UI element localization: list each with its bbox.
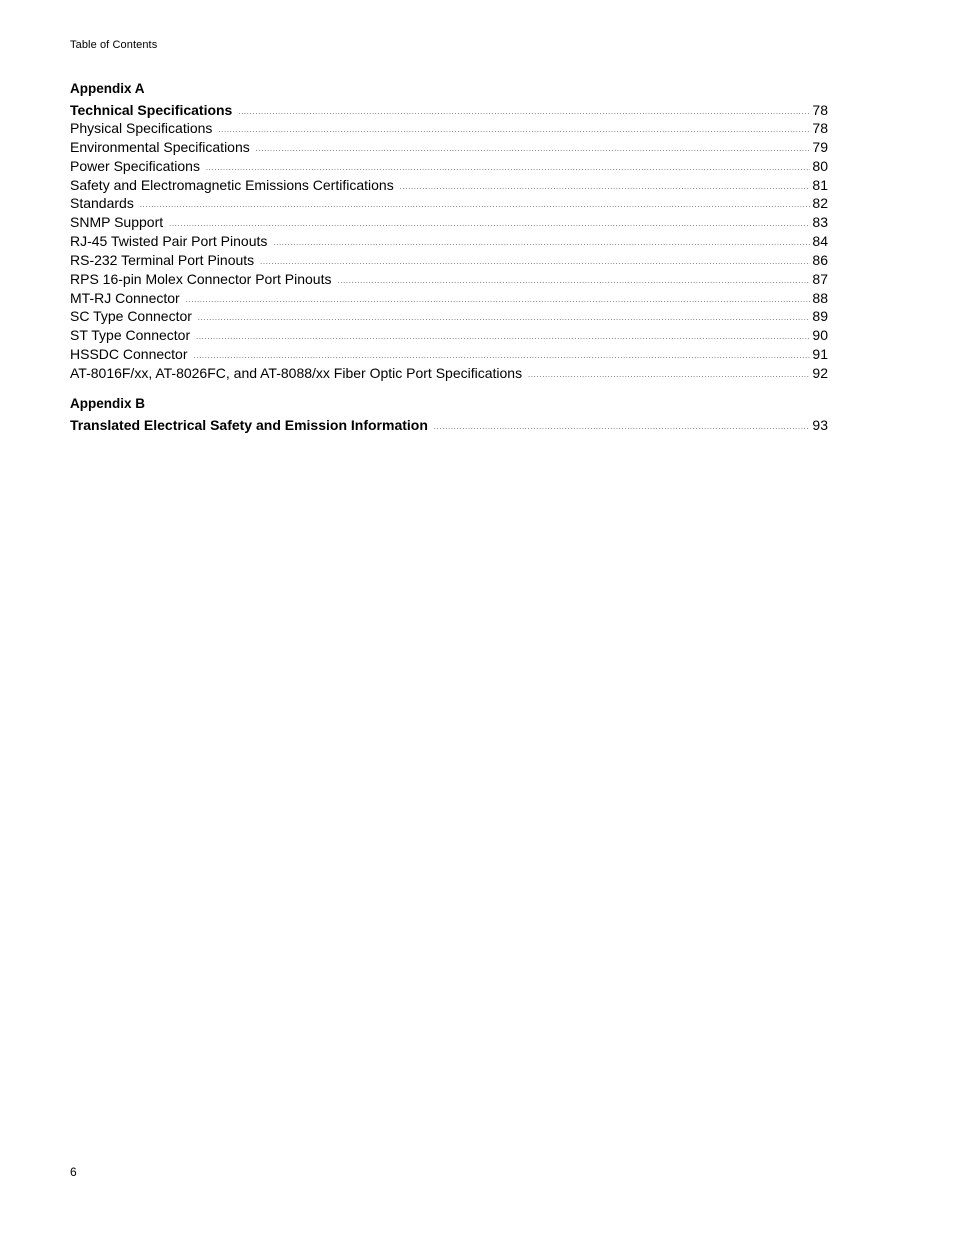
toc-entry-title: Translated Electrical Safety and Emission Information — [70, 417, 428, 433]
toc-entry-link[interactable] — [70, 364, 828, 383]
dot-leader — [196, 333, 810, 343]
dot-leader — [169, 220, 810, 230]
appendix-a-entries — [70, 102, 828, 383]
toc-page-number: 80 — [812, 157, 828, 174]
toc-entry-link[interactable] — [70, 213, 828, 232]
toc-entry-link[interactable] — [70, 157, 828, 176]
toc-entry-title: Power Specifications — [70, 157, 200, 174]
dot-leader — [528, 371, 810, 381]
dot-leader — [194, 352, 811, 362]
toc-entry-link[interactable] — [70, 307, 828, 326]
toc-entry-link[interactable] — [70, 102, 828, 119]
dot-leader — [206, 164, 810, 174]
toc-page-number: 78 — [812, 102, 828, 118]
page-number: 6 — [70, 1165, 77, 1179]
toc-entry-title: Safety and Electromagnetic Emissions Certifications — [70, 176, 394, 193]
dot-leader — [400, 183, 811, 193]
toc-entry-link[interactable] — [70, 345, 828, 364]
toc-entry-title: AT-8016F/xx, AT-8026FC, and AT-8088/xx Fiber Optic Port Specifications — [70, 364, 523, 381]
dot-leader — [198, 314, 811, 324]
toc-entry-title: MT-RJ Connector — [70, 289, 180, 306]
toc-entry-title: Technical Specifications — [70, 102, 233, 118]
toc-entry-title: ST Type Connector — [70, 327, 191, 344]
toc-entry-title: SC Type Connector — [70, 308, 192, 325]
toc-page-number: 91 — [812, 346, 828, 363]
dot-leader — [218, 126, 810, 136]
toc-entry-title: Environmental Specifications — [70, 138, 250, 155]
toc-page-number: 84 — [812, 233, 828, 250]
toc-entry-link[interactable] — [70, 194, 828, 213]
dot-leader — [140, 201, 811, 211]
toc-page-number: 86 — [812, 251, 828, 268]
running-header: Table of Contents — [70, 39, 158, 51]
toc-entry-title: HSSDC Connector — [70, 346, 188, 363]
toc-entry-title: SNMP Support — [70, 214, 164, 231]
toc-entry-title: RPS 16-pin Molex Connector Port Pinouts — [70, 270, 332, 287]
toc-page-number: 79 — [812, 138, 828, 155]
toc-entry-link[interactable] — [70, 251, 828, 270]
dot-leader — [260, 258, 810, 268]
toc-entry-link[interactable] — [70, 176, 828, 195]
dot-leader — [337, 277, 810, 287]
toc-page-number: 88 — [812, 289, 828, 306]
toc-entry-link[interactable] — [70, 270, 828, 289]
toc-page-number: 78 — [812, 120, 828, 136]
toc-entry-link[interactable] — [70, 232, 828, 251]
toc-entry-title: Standards — [70, 195, 134, 212]
toc-entry-link[interactable] — [70, 138, 828, 157]
toc-page-number: 90 — [812, 327, 828, 344]
dot-leader — [434, 423, 811, 433]
appendix-b-heading: Appendix B — [70, 396, 146, 411]
toc-page-number: 81 — [812, 176, 828, 193]
toc-entry-link[interactable] — [70, 289, 828, 308]
toc-entry-title: RJ-45 Twisted Pair Port Pinouts — [70, 233, 268, 250]
appendix-b-entries — [70, 417, 828, 434]
toc-entry-title: Physical Specifications — [70, 120, 213, 136]
toc-page-number: 89 — [812, 308, 828, 325]
toc-entry-link[interactable] — [70, 417, 828, 434]
toc-page-number: 87 — [812, 270, 828, 287]
dot-leader — [186, 296, 811, 306]
toc-page-number: 93 — [812, 417, 828, 433]
toc-entry-link[interactable] — [70, 326, 828, 345]
dot-leader — [256, 145, 811, 155]
toc-page-number: 92 — [812, 364, 828, 381]
dot-leader — [273, 239, 810, 249]
appendix-a-section — [70, 80, 828, 383]
appendix-b-section — [70, 395, 828, 434]
toc-page-number: 83 — [812, 214, 828, 231]
appendix-a-heading: Appendix A — [70, 81, 145, 96]
toc-entry-title: RS-232 Terminal Port Pinouts — [70, 251, 255, 268]
dot-leader — [238, 108, 810, 118]
toc-entry-link[interactable] — [70, 119, 828, 138]
toc-page-number: 82 — [812, 195, 828, 212]
